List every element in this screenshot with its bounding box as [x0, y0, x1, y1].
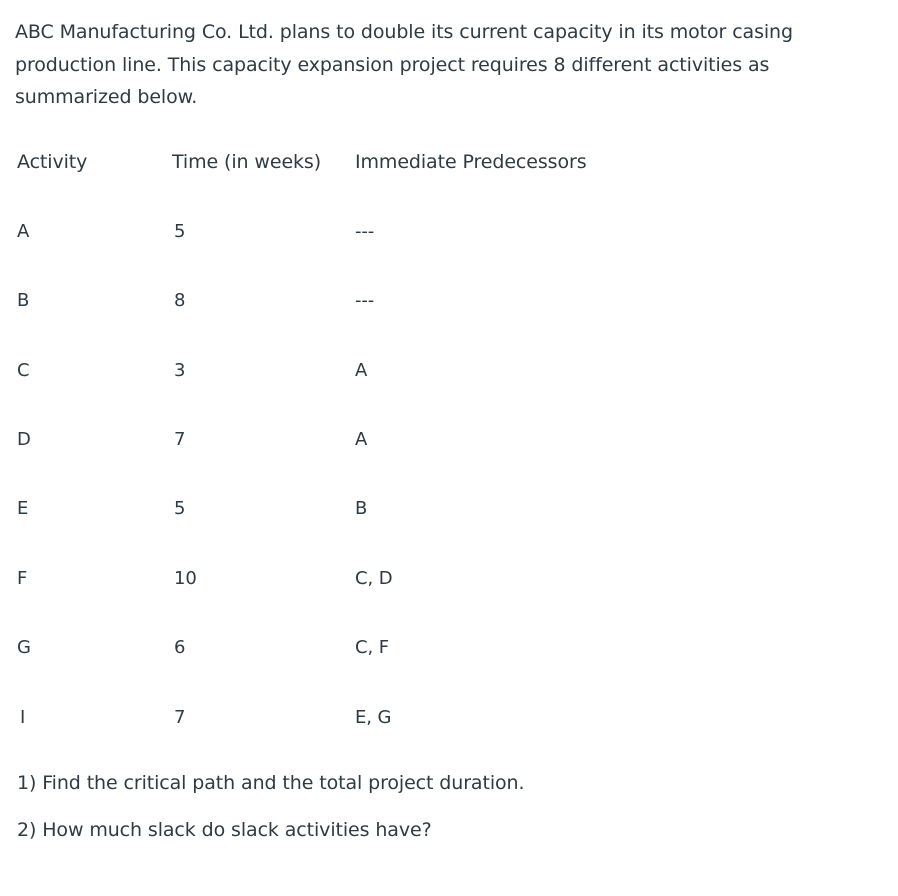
question-2: 2) How much slack do slack activities have? — [17, 819, 432, 841]
time-cell: 5 — [174, 498, 186, 519]
activity-cell: F — [17, 568, 28, 589]
activity-cell: A — [17, 221, 30, 242]
activity-cell: B — [17, 290, 30, 311]
intro-paragraph: ABC Manufacturing Co. Ltd. plans to double its current capacity in its motor casing production line. This capacity expansion project requires 8 different activities as summarized below. — [15, 21, 793, 108]
activity-cell: G — [17, 637, 31, 658]
predecessors-cell: E, G — [355, 707, 392, 728]
predecessors-cell: B — [355, 498, 368, 519]
time-cell: 7 — [174, 429, 186, 450]
time-cell: 10 — [174, 568, 197, 589]
time-cell: 8 — [174, 290, 186, 311]
predecessors-cell: C, F — [355, 637, 389, 658]
header-time: Time (in weeks) — [172, 151, 322, 173]
header-activity: Activity — [17, 151, 88, 173]
time-cell: 3 — [174, 360, 186, 381]
time-cell: 6 — [174, 637, 186, 658]
activity-cell: C — [17, 360, 30, 381]
predecessors-cell: A — [355, 429, 368, 450]
activity-cell: D — [17, 429, 31, 450]
activity-cell: E — [17, 498, 29, 519]
activity-cell: I — [20, 707, 26, 728]
predecessors-cell: A — [355, 360, 368, 381]
header-predecessors: Immediate Predecessors — [355, 151, 587, 173]
time-cell: 7 — [174, 707, 186, 728]
question-1: 1) Find the critical path and the total project duration. — [17, 772, 525, 794]
predecessors-cell: C, D — [355, 568, 393, 589]
predecessors-cell: --- — [355, 290, 375, 311]
predecessors-cell: --- — [355, 221, 375, 242]
time-cell: 5 — [174, 221, 186, 242]
